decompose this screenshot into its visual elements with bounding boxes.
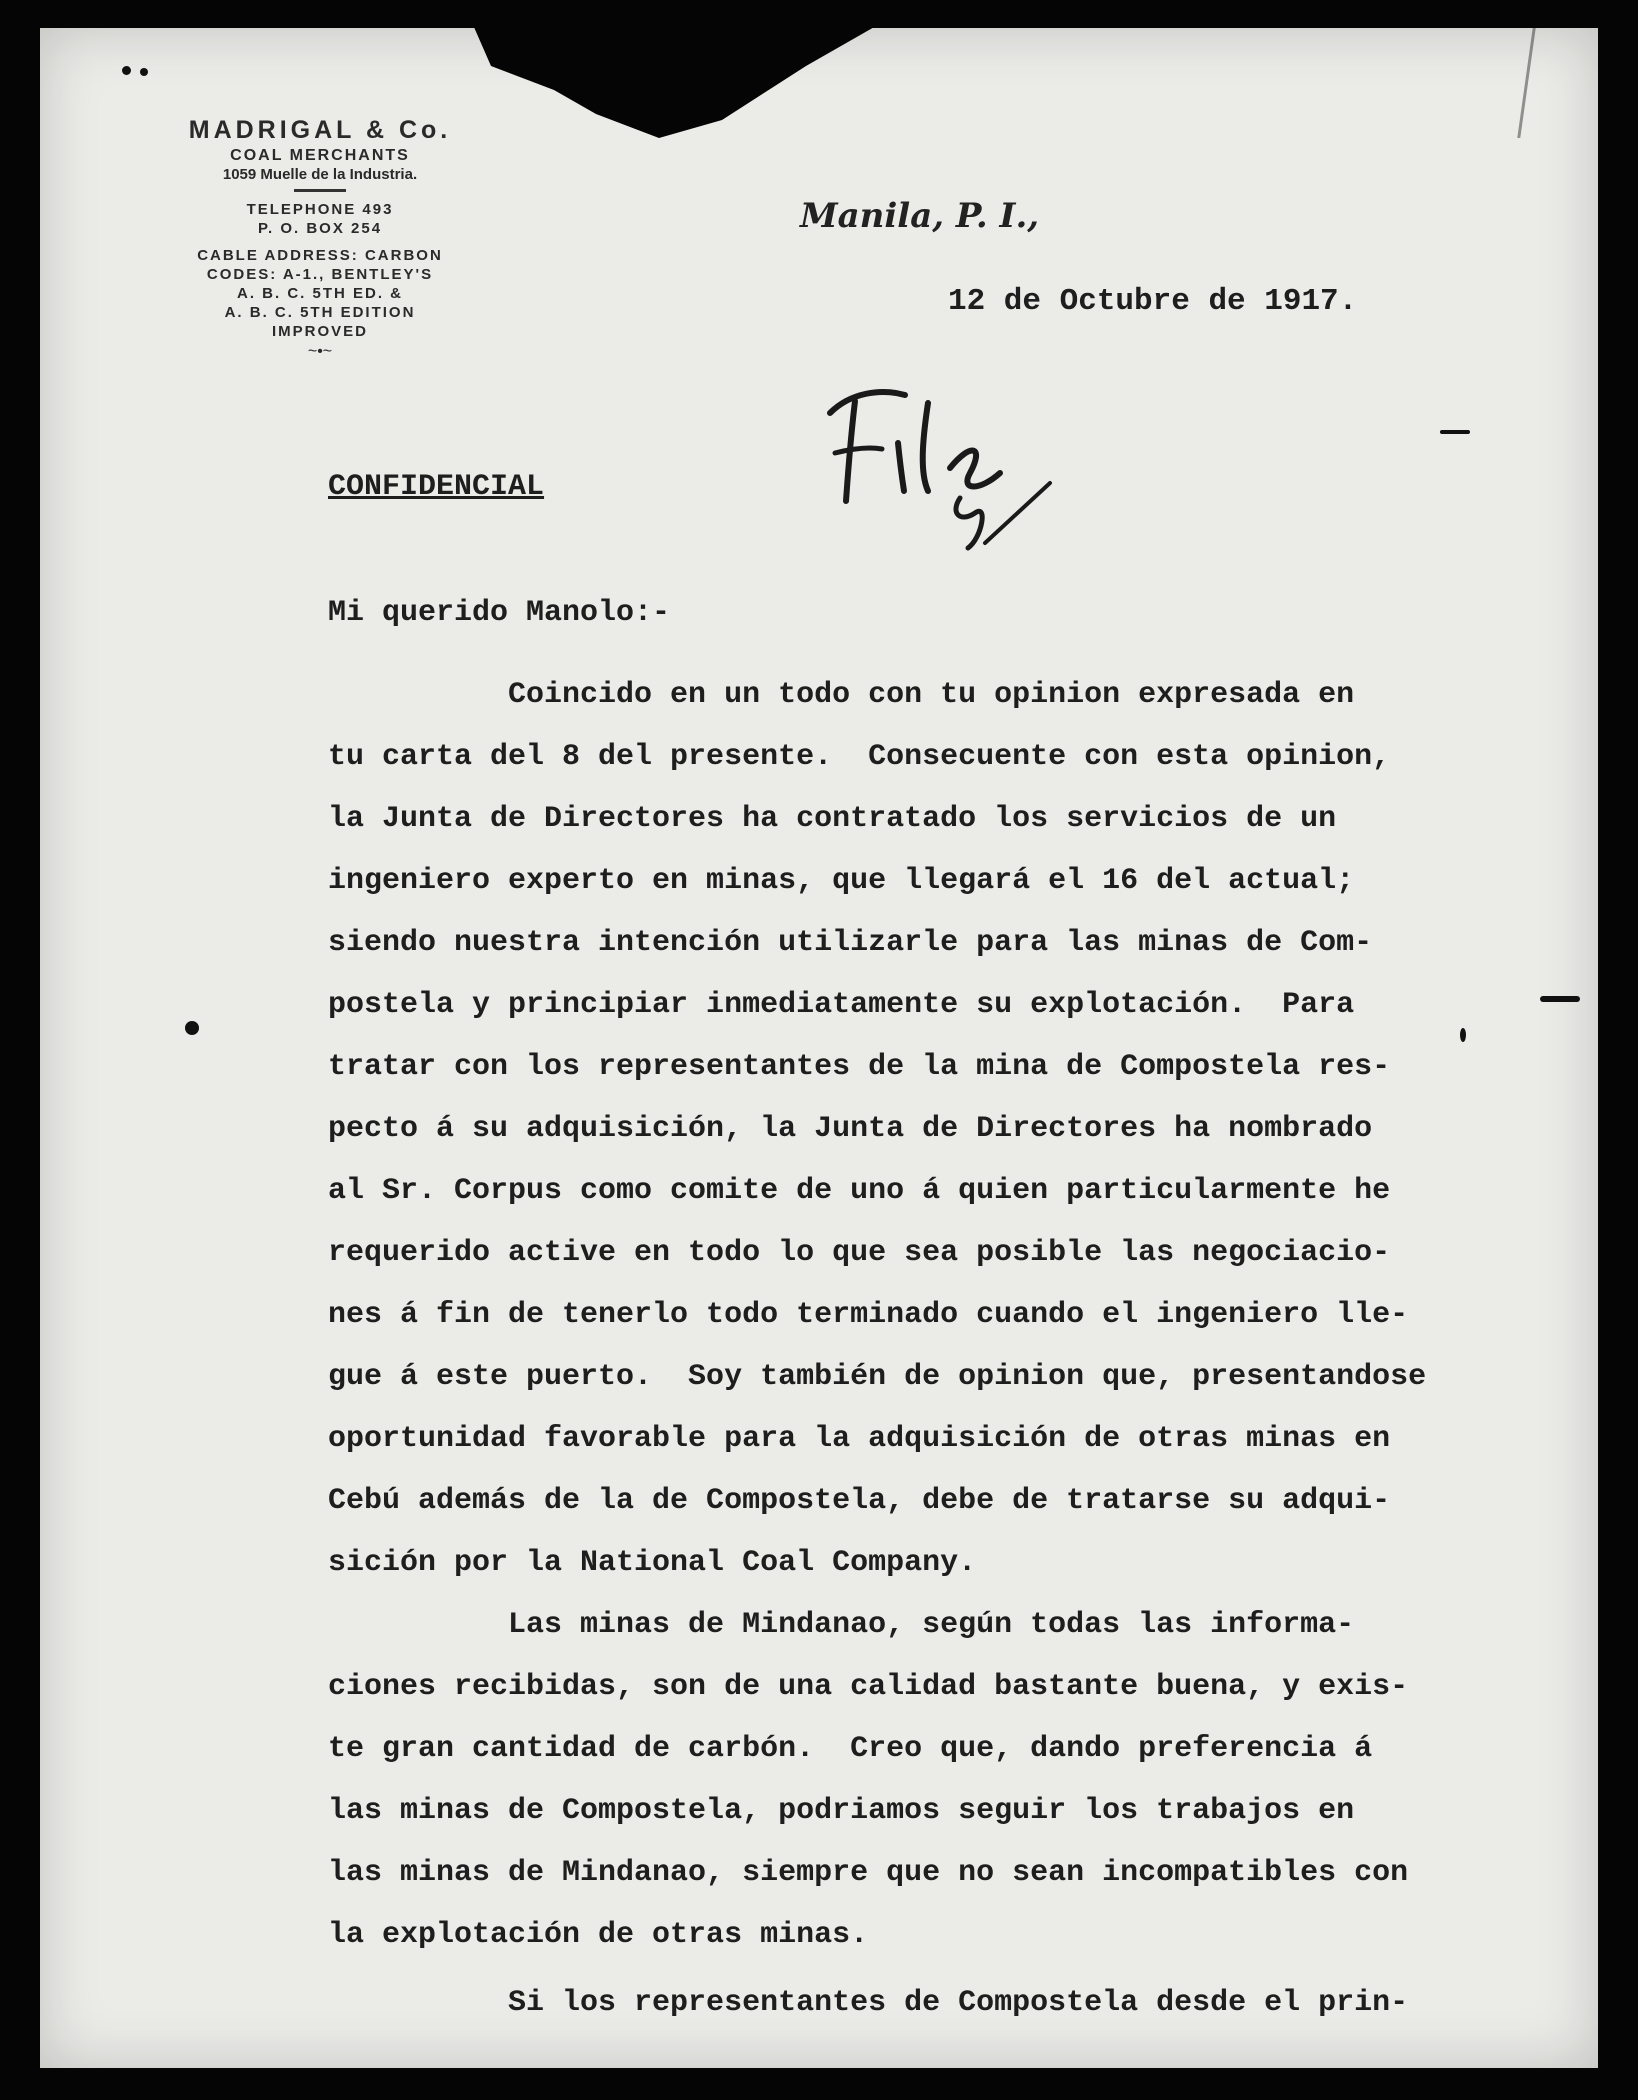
ink-speck: [185, 1021, 199, 1035]
letterhead-codes-4: IMPROVED: [271, 323, 368, 340]
folded-corner: [1517, 28, 1598, 138]
ink-speck: [1460, 1028, 1466, 1042]
letterhead-codes-3: A. B. C. 5TH EDITION: [224, 304, 416, 321]
body-line: las minas de Compostela, podriamos seguir los trabajos en: [328, 1794, 1355, 1828]
body-line: la Junta de Directores ha contratado los servicios de un: [328, 802, 1337, 836]
body-line: al Sr. Corpus como comite de uno á quien particularmente he: [328, 1174, 1391, 1208]
body-line: Cebú además de la de Compostela, debe de tratarse su adqui-: [328, 1484, 1391, 1518]
letterhead-trade: COAL MERCHANTS: [230, 147, 410, 164]
body-line: gue á este puerto. Soy también de opinion que, presentandose: [328, 1360, 1427, 1394]
letterhead-po-box: P. O. BOX 254: [257, 220, 383, 237]
body-line: Coincido en un todo con tu opinion expresada en: [328, 678, 1355, 712]
body-line: Las minas de Mindanao, según todas las informa-: [328, 1608, 1355, 1642]
body-line: las minas de Mindanao, siempre que no sean incompatibles con: [328, 1856, 1409, 1890]
letter-date: 12 de Octubre de 1917.: [948, 284, 1358, 319]
ink-speck: [1440, 430, 1470, 434]
body-line: ciones recibidas, son de una calidad bastante buena, y exis-: [328, 1670, 1409, 1704]
body-line: ingeniero experto en minas, que llegará el 16 del actual;: [328, 864, 1355, 898]
body-line: te gran cantidad de carbón. Creo que, dando preferencia á: [328, 1732, 1373, 1766]
body-line: tu carta del 8 del presente. Consecuente con esta opinion,: [328, 740, 1391, 774]
letterhead-address: 1059 Muelle de la Industria.: [222, 166, 418, 183]
body-line: Si los representantes de Compostela desde el prin-: [328, 1986, 1409, 2020]
letterhead: [140, 116, 500, 361]
handwritten-file-note-drawing: [810, 373, 1070, 573]
letterhead-codes-1: CODES: A-1., BENTLEY'S: [206, 266, 434, 283]
place: Manila, P. I.,: [800, 196, 1040, 236]
body-line: la explotación de otras minas.: [328, 1918, 869, 1952]
ink-speck: [122, 66, 131, 75]
ornament-icon: ~•~: [307, 343, 333, 360]
body-line: oportunidad favorable para la adquisición de otras minas en: [328, 1422, 1391, 1456]
ink-speck: [1540, 996, 1580, 1002]
body-line: nes á fin de tenerlo todo terminado cuando el ingeniero lle-: [328, 1298, 1409, 1332]
letterhead-telephone: TELEPHONE 493: [246, 201, 394, 218]
body-line: pecto á su adquisición, la Junta de Directores ha nombrado: [328, 1112, 1373, 1146]
torn-edge: [470, 28, 890, 138]
body-line: requerido active en todo lo que sea posible las negociacio-: [328, 1236, 1391, 1270]
body-line: postela y principiar inmediatamente su explotación. Para: [328, 988, 1355, 1022]
letter-page: [40, 28, 1598, 2068]
body-line: siendo nuestra intención utilizarle para las minas de Com-: [328, 926, 1373, 960]
letterhead-cable: CABLE ADDRESS: CARBON: [197, 247, 443, 264]
confidential-heading: CONFIDENCIAL: [328, 470, 545, 504]
letterhead-divider: [294, 189, 346, 192]
letterhead-company: MADRIGAL & Co.: [188, 116, 452, 144]
ink-speck: [140, 68, 148, 76]
letterhead-codes-2: A. B. C. 5TH ED. &: [236, 285, 403, 302]
handwritten-file-note: [810, 373, 1070, 578]
body-line: tratar con los representantes de la mina de Compostela res-: [328, 1050, 1391, 1084]
salutation: Mi querido Manolo:-: [328, 596, 671, 630]
body-line: sición por la National Coal Company.: [328, 1546, 977, 1580]
